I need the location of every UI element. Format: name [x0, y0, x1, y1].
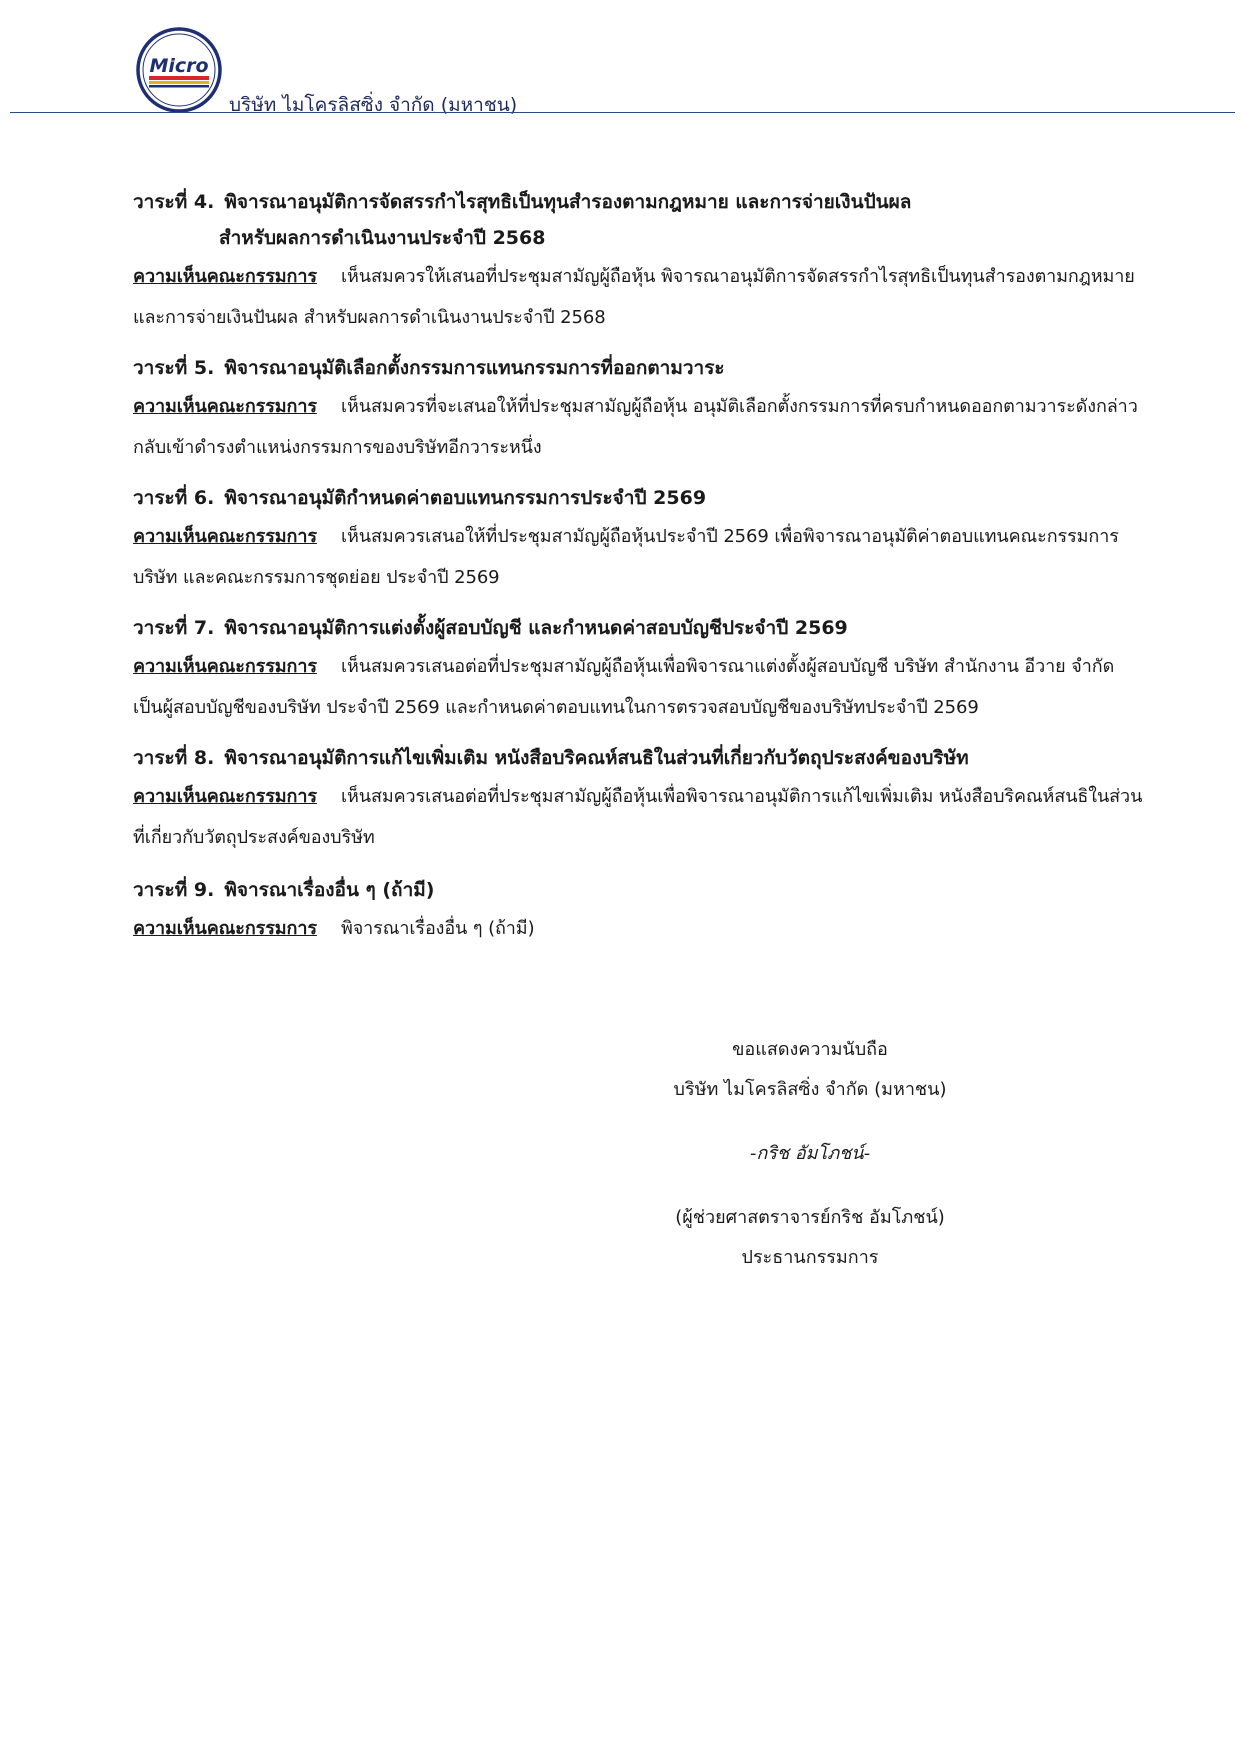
board-opinion-text: พิจารณาเรื่องอื่น ๆ (ถ้ามี) [340, 918, 535, 939]
board-opinion-text: เห็นสมควรที่จะเสนอให้ที่ประชุมสามัญผู้ถือหุ้น อนุมัติเลือกตั้งกรรมการที่ครบกำหนดออกตามวาระดังกล่าวกลับเข้าดำรงตำแหน่งกรรมการของบริษัทอีกวาระหนึ่ง [133, 396, 1138, 458]
board-opinion-text: เห็นสมควรให้เสนอที่ประชุมสามัญผู้ถือหุ้น พิจารณาอนุมัติการจัดสรรกำไรสุทธิเป็นทุนสำรองตามกฎหมาย และการจ่ายเงินปันผล สำหรับผลการดำเนินงานประจำปี 2568 [133, 266, 1135, 328]
agenda-item-6 [133, 480, 1143, 598]
agenda-title: พิจารณาอนุมัติการแก้ไขเพิ่มเติม หนังสือบริคณห์สนธิในส่วนที่เกี่ยวกับวัตถุประสงค์ของบริษัท [224, 747, 969, 769]
signature-company: บริษัท ไมโครลิสซิ่ง จำกัด (มหาชน) [673, 1079, 947, 1100]
agenda-title: พิจารณาอนุมัติเลือกตั้งกรรมการแทนกรรมการที่ออกตามวาระ [224, 357, 725, 379]
agenda-title: พิจารณาอนุมัติกำหนดค่าตอบแทนกรรมการประจำปี 2569 [224, 487, 707, 509]
board-opinion-label: ความเห็นคณะกรรมการ [133, 786, 317, 807]
board-opinion-text: เห็นสมควรเสนอต่อที่ประชุมสามัญผู้ถือหุ้นเพื่อพิจารณาอนุมัติการแก้ไขเพิ่มเติม หนังสือบริคณห์สนธิในส่วนที่เกี่ยวกับวัตถุประสงค์ของบริษัท [133, 786, 1143, 848]
signature-block [600, 1030, 1020, 1278]
logo-text: Micro [149, 55, 209, 77]
board-opinion-label: ความเห็นคณะกรรมการ [133, 526, 317, 547]
header-company-name: บริษัท ไมโครลิสซิ่ง จำกัด (มหาชน) [229, 94, 518, 116]
agenda-number: วาระที่ 5. [133, 357, 215, 379]
board-opinion-label: ความเห็นคณะกรรมการ [133, 918, 317, 939]
agenda-number: วาระที่ 9. [133, 879, 215, 901]
agenda-item-9 [133, 872, 1143, 949]
agenda-number: วาระที่ 7. [133, 617, 215, 639]
agenda-list [133, 184, 1143, 961]
agenda-title: พิจารณาอนุมัติการจัดสรรกำไรสุทธิเป็นทุนสำรองตามกฎหมาย และการจ่ายเงินปันผล [224, 191, 912, 213]
signed-name: -กริช อัมโภชน์- [749, 1143, 871, 1164]
signatory-full-name: (ผู้ช่วยศาสตราจารย์กริช อัมโภชน์) [675, 1207, 945, 1228]
agenda-item-4 [133, 184, 1143, 338]
agenda-number: วาระที่ 8. [133, 747, 215, 769]
agenda-item-5 [133, 350, 1143, 468]
board-opinion-label: ความเห็นคณะกรรมการ [133, 266, 317, 287]
agenda-title: พิจารณาเรื่องอื่น ๆ (ถ้ามี) [224, 879, 435, 901]
closing-salutation: ขอแสดงความนับถือ [732, 1039, 888, 1060]
board-opinion-text: เห็นสมควรเสนอต่อที่ประชุมสามัญผู้ถือหุ้นเพื่อพิจารณาแต่งตั้งผู้สอบบัญชี บริษัท สำนักงาน อีวาย จำกัด เป็นผู้สอบบัญชีของบริษัท ประจำปี 2569 และกำหนดค่าตอบแทนในการตรวจสอบบัญชีของบริษัทประจำปี 2569 [133, 656, 1115, 718]
agenda-item-8 [133, 740, 1143, 858]
board-opinion-label: ความเห็นคณะกรรมการ [133, 396, 317, 417]
agenda-item-7 [133, 610, 1143, 728]
board-opinion-text: เห็นสมควรเสนอให้ที่ประชุมสามัญผู้ถือหุ้นประจำปี 2569 เพื่อพิจารณาอนุมัติค่าตอบแทนคณะกรรมการบริษัท และคณะกรรมการชุดย่อย ประจำปี 2569 [133, 526, 1119, 588]
board-opinion-label: ความเห็นคณะกรรมการ [133, 656, 317, 677]
signatory-position: ประธานกรรมการ [741, 1247, 879, 1268]
company-logo [135, 26, 223, 114]
agenda-title-continued: สำหรับผลการดำเนินงานประจำปี 2568 [219, 227, 546, 249]
agenda-number: วาระที่ 4. [133, 191, 215, 213]
agenda-number: วาระที่ 6. [133, 487, 215, 509]
header-divider [10, 112, 1235, 113]
agenda-title: พิจารณาอนุมัติการแต่งตั้งผู้สอบบัญชี และกำหนดค่าสอบบัญชีประจำปี 2569 [224, 617, 848, 639]
